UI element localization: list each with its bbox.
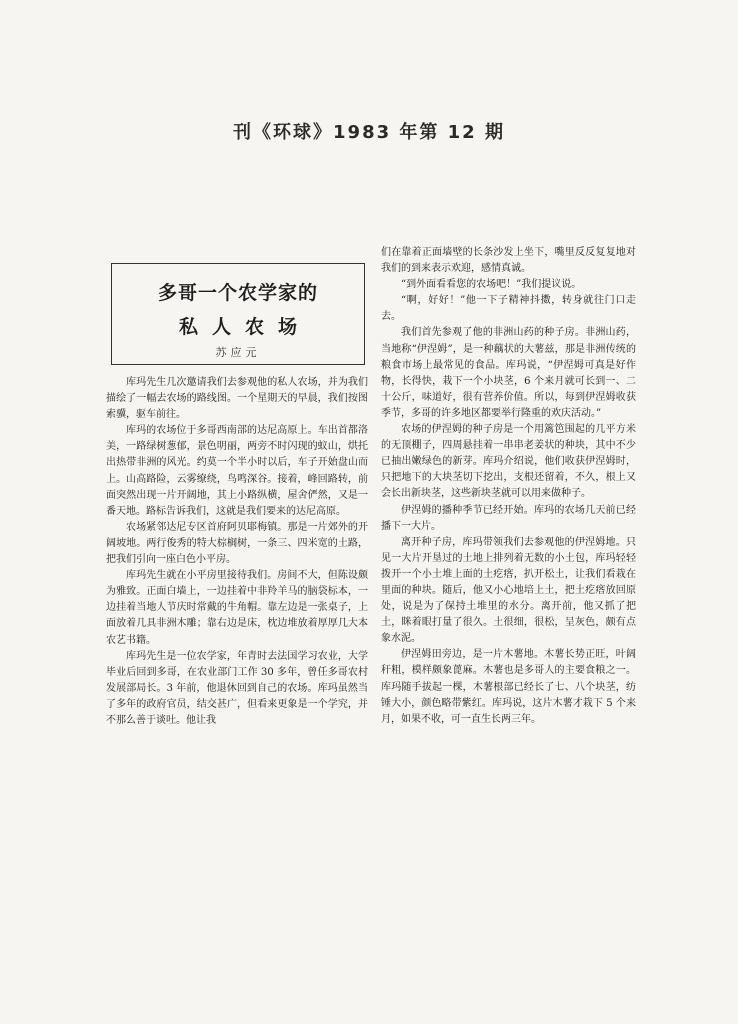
title-box — [111, 263, 365, 365]
paragraph: 农场紧邻达尼专区首府阿贝耶梅镇。那是一片郊外的开阔坡地。两行俊秀的特大棕榈树，一条三、四米宽的土路，把我们引向一座白色小平房。 — [106, 521, 368, 566]
paragraph: 农场的伊涅姆的种子房是一个用篱笆围起的几平方米的无顶棚子，四周悬挂着一串串老姜状的种块，其中不少已抽出嫩绿色的新芽。库玛介绍说，他们收获伊涅姆时，只把地下的大块茎切下挖出，支根还留着，不久，根上又会长出新块茎，这些新块茎就可以用来做种子。 — [381, 424, 636, 500]
left-column — [106, 375, 368, 729]
article-title-line-1: 多哥一个农学家的 — [157, 282, 318, 304]
paragraph: “到外面看看您的农场吧！”我们提议说。 — [401, 279, 582, 291]
right-column — [381, 245, 636, 728]
paragraph: 库玛先生几次邀请我们去参观他的私人农场，并为我们描绘了一幅去农场的路线图。一个星期天的早晨，我们按图索骥，驱车前往。 — [106, 377, 368, 421]
paragraph: 库玛的农场位于多哥西南部的达尼高原上。车出首都洛美，一路绿树葱郁，景色明丽，两旁不时闪现的蚁山，烘托出热带非洲的风光。约莫一个半小时以后，车子开始盘山而上。山高路险，云雾缭绕，鸟鸣深谷。接着，峰回路转，前面突然出现一片开阔地，其上小路纵横，屋舍俨然，又是一番天地。路标告诉我们，这就是我们要来的达尼高原。 — [106, 425, 368, 517]
paragraph: “啊，好好！”他一下子精神抖擞，转身就往门口走去。 — [381, 295, 636, 323]
paragraph: 伊涅姆的播种季节已经开始。库玛的农场几天前已经播下一大片。 — [381, 504, 636, 532]
paragraph: 我们首先参观了他的非洲山药的种子房。非洲山药，当地称“伊涅姆”，是一种藕状的大薯兹，那是非洲传统的粮食市场上最常见的食品。库玛说，“伊涅姆可真是好作物，长得快，栽下一个小块茎，6 个来月就可长到一、二十公斤，味道好，很有营养价值。所以，每到伊涅姆收获季节，多哥的许多地区都要举行隆重的欢庆活动。” — [381, 327, 636, 419]
article-title-line-2: 私人农场 — [178, 316, 311, 338]
paragraph: 离开种子房，库玛带领我们去参观他的伊涅姆地。只见一大片开垦过的土地上排列着无数的小土包，库玛轻轻拨开一个小土堆上面的土疙瘩，扒开松土，让我们看栽在里面的种块。随后，他又小心地培上土，把土疙瘩放回原处，说是为了保持土堆里的水分。离开前，他又抓了把土，眯着眼打量了很久。土很细，很松，呈灰色，颇有点象水泥。 — [381, 536, 636, 645]
paragraph-continued: 们在靠着正面墙壁的长条沙发上坐下，嘴里反反复复地对我们的到来表示欢迎，感情真诚。 — [381, 247, 636, 275]
publication-source: 刊《环球》1983 年第 12 期 — [233, 122, 505, 143]
paragraph: 库玛先生是一位农学家，年青时去法国学习农业，大学毕业后回到多哥，在农业部门工作 30 多年，曾任多哥农村发展部局长。3 年前，他退休回到自己的农场。库玛虽然当了多年的政府官员，结交甚广，但看来更象是一个学究，并不那么善于谈吐。他让我 — [106, 650, 368, 726]
paragraph: 库玛先生就在小平房里接待我们。房间不大，但陈设颇为雅致。正面白墙上，一边挂着中非羚羊马的脑袋标本，一边挂着当地人节庆时常戴的牛角帽。靠左边是一张桌子，上面放着几具非洲木雕；靠右边是床，枕边堆放着厚厚几大本农艺书籍。 — [106, 570, 368, 646]
article-author: 苏应元 — [215, 346, 261, 359]
article-clipping — [103, 245, 636, 726]
paragraph: 伊涅姆田旁边，是一片木薯地。木薯长势正旺，叶阔秆粗，模样颇象蓖麻。木薯也是多哥人的主要食粮之一。库玛随手拔起一棵，木薯根部已经长了七、八个块茎，纺锤大小，颜色略带紫红。库玛说，这片木薯才栽下 5 个来月，如果不收，可一直生长两三年。 — [381, 649, 636, 725]
